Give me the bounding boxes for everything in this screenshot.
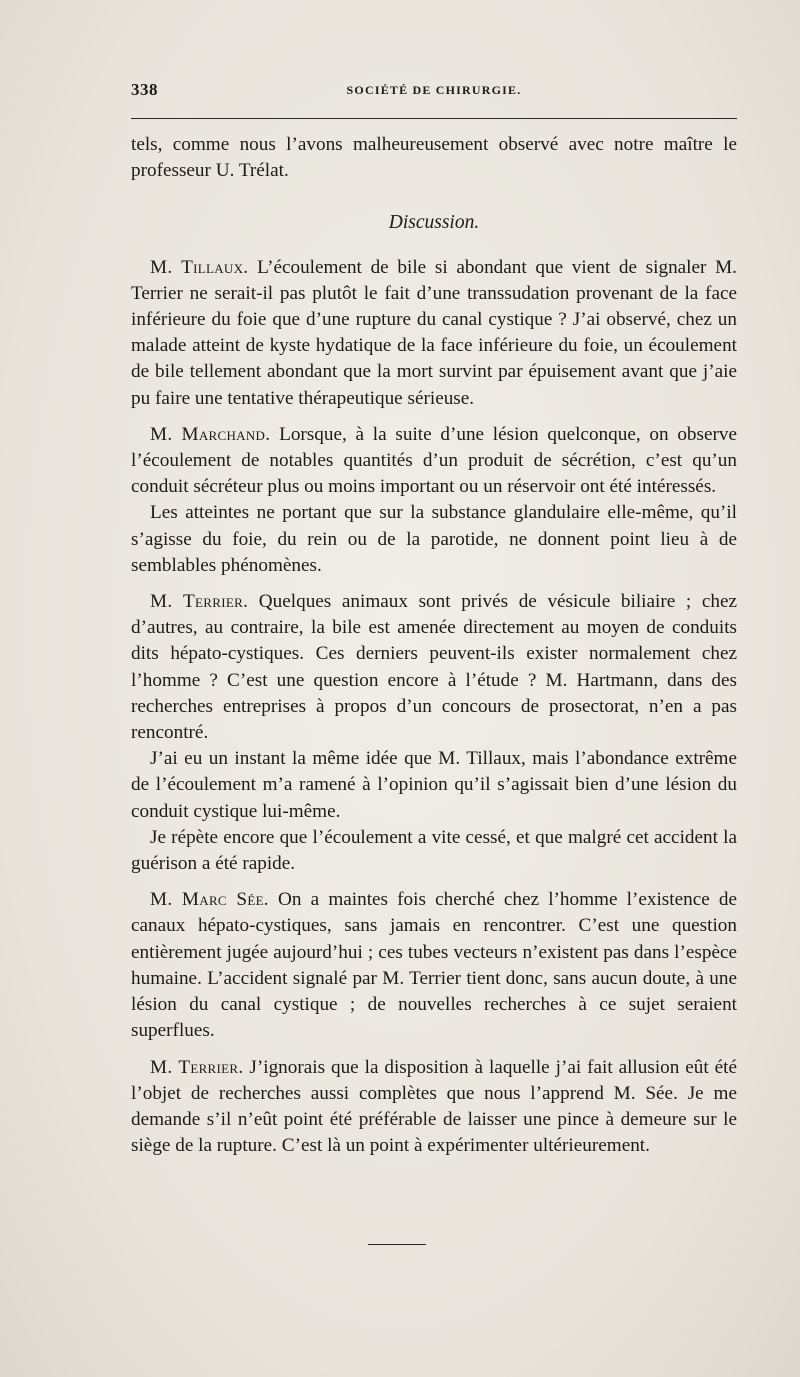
page-body: [131, 132, 737, 1159]
paragraph-text: J’ignorais que la disposition à laquelle j’ai fait allusion eût été l’objet de recherches aussi complètes que nous l’apprend M. Sée. Je me demande s’il n’eût point été préférable de laisser une pince à demeure sur le siège de la rupture. C’est là un point à expérimenter ultérieurement.: [131, 1056, 737, 1157]
section-heading: Discussion.: [388, 212, 480, 234]
speaker-name: M. Tillaux.: [150, 256, 249, 278]
paragraph-continuation: tels, comme nous l’avons malheureusement observé avec notre maître le professeur U. Trélat.: [131, 134, 737, 182]
speaker-name: M. Marchand.: [150, 423, 271, 445]
paragraph-text: L’écoulement de bile si abondant que vient de signaler M. Terrier ne serait-il pas plutôt le fait d’une transsudation provenant de la face inférieure du foie que d’une rupture du canal cystique ? J’ai observé, chez un malade atteint de kyste hydatique de la face inférieure du foie, un écoulement de bile tellement abondant que la mort survint par épuisement avant que j’aie pu faire une tentative thérapeutique sérieuse.: [131, 256, 737, 409]
paragraph-terrier-cont-1: J’ai eu un instant la même idée que M. Tillaux, mais l’abondance extrême de l’écoulement m’a ramené à l’opinion qu’il s’agissait bien d’une lésion du conduit cystique lui-même.: [131, 748, 737, 822]
speaker-name: M. Marc Sée.: [150, 889, 269, 911]
paragraph-marchand-cont: Les atteintes ne portant que sur la substance glandulaire elle-même, qu’il s’agisse du foie, du rein ou de la parotide, ne donnent point lieu à de semblables phénomènes.: [131, 502, 737, 576]
speaker-name: M. Terrier.: [150, 591, 249, 613]
paragraph-marchand: [131, 422, 737, 501]
paragraph-terrier-cont-2: Je répète encore que l’écoulement a vite cessé, et que malgré cet accident la guérison a été rapide.: [131, 826, 737, 875]
page-number: 338: [131, 80, 158, 99]
speaker-name: M. Terrier.: [150, 1056, 244, 1078]
running-title: SOCIÉTÉ DE CHIRURGIE.: [346, 83, 522, 97]
paragraph-terrier-reply: [131, 1055, 737, 1160]
paragraph-tillaux: [131, 255, 737, 412]
header-rule: [131, 118, 737, 119]
closing-rule: [368, 1244, 426, 1245]
page-header: [131, 80, 737, 104]
paragraph-text: On a maintes fois cherché chez l’homme l’existence de canaux hépato-cystiques, sans jamais en rencontrer. C’est une question entièrement jugée aujourd’hui ; ces tubes vecteurs n’existent pas dans l’espèce humaine. L’accident signalé par M. Terrier tient donc, sans aucun doute, à une lésion du canal cystique ; de nouvelles recherches à ce sujet seraient superflues.: [131, 889, 737, 1042]
paragraph-terrier: [131, 589, 737, 746]
paragraph-text: Lorsque, à la suite d’une lésion quelconque, on observe l’écoulement de notables quantités d’un produit de sécrétion, c’est qu’un conduit sécréteur plus ou moins important ou un réservoir ont été intéressés.: [131, 423, 737, 498]
paragraph-marc-see: [131, 887, 737, 1044]
paragraph-text: Quelques animaux sont privés de vésicule biliaire ; chez d’autres, au contraire, la bile est amenée directement au moyen de conduits dits hépato-cystiques. Ces derniers peuvent-ils exister normalement chez l’homme ? C’est une question encore à l’étude ? M. Hartmann, dans des recherches entreprises à propos d’un concours de prosectorat, n’en a pas rencontré.: [131, 591, 737, 744]
